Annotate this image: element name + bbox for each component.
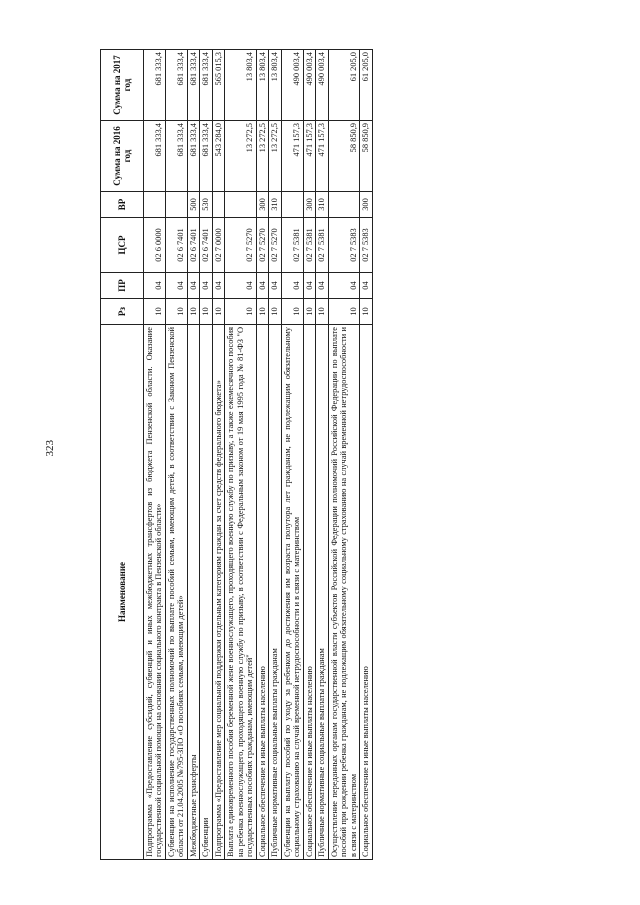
cell-csr: 02 7 5270 — [269, 218, 281, 273]
cell-sum-2016: 13 272,5 — [225, 121, 256, 192]
cell-rz: 10 — [200, 299, 212, 325]
cell-vr — [165, 192, 187, 218]
cell-sum-2017: 13 803,4 — [256, 50, 268, 121]
cell-name: Социальное обеспечение и иные выплаты населению — [360, 325, 372, 860]
rotated-table-frame — [100, 50, 560, 860]
cell-sum-2017: 681 333,4 — [200, 50, 212, 121]
cell-pr: 04 — [303, 273, 315, 299]
cell-sum-2016: 471 157,3 — [303, 121, 315, 192]
cell-sum-2017: 13 803,4 — [225, 50, 256, 121]
cell-vr — [328, 192, 359, 218]
table-row — [269, 50, 281, 860]
cell-vr: 310 — [316, 192, 328, 218]
cell-sum-2017: 681 333,4 — [144, 50, 166, 121]
cell-pr: 04 — [360, 273, 372, 299]
header-sum-2016: Сумма на 2016 год — [101, 121, 144, 192]
table-row — [144, 50, 166, 860]
cell-name: Субвенции — [200, 325, 212, 860]
header-rz: Рз — [101, 299, 144, 325]
cell-name: Субвенции на исполнение государственных полномочий по выплате пособий семьям, имеющим детей, в соответствии с Законом Пензенской области от 21.04.2005 №795-ЗПО «О пособиях семьям, имеющим детей» — [165, 325, 187, 860]
cell-csr: 02 7 5383 — [360, 218, 372, 273]
cell-csr: 02 6 7401 — [165, 218, 187, 273]
table-header-row — [101, 50, 144, 860]
table-row — [360, 50, 372, 860]
cell-rz: 10 — [316, 299, 328, 325]
cell-csr: 02 6 7401 — [200, 218, 212, 273]
cell-name: Осуществление переданных органам государственной власти субъектов Российской Федерации полномочий Российской Федерации по выплате пособий при рождении ребенка гражданам, не подлежащим обязательному социальному страхованию на случай временной нетрудоспособности и в связи с материнством — [328, 325, 359, 860]
cell-vr — [225, 192, 256, 218]
cell-sum-2016: 471 157,3 — [316, 121, 328, 192]
cell-csr: 02 7 5270 — [256, 218, 268, 273]
cell-sum-2016: 13 272,5 — [269, 121, 281, 192]
cell-name: Подпрограмма «Предоставление мер социальной поддержки отдельным категориям граждан за счет средств федерального бюджета» — [212, 325, 224, 860]
cell-vr — [212, 192, 224, 218]
cell-rz: 10 — [212, 299, 224, 325]
cell-pr: 04 — [187, 273, 199, 299]
cell-csr: 02 7 5381 — [303, 218, 315, 273]
cell-vr: 300 — [360, 192, 372, 218]
cell-vr: 300 — [256, 192, 268, 218]
cell-sum-2016: 13 272,5 — [256, 121, 268, 192]
cell-sum-2016: 471 157,3 — [281, 121, 303, 192]
cell-pr: 04 — [225, 273, 256, 299]
cell-sum-2017: 490 003,4 — [303, 50, 315, 121]
cell-pr: 04 — [328, 273, 359, 299]
cell-pr: 04 — [269, 273, 281, 299]
cell-sum-2017: 681 333,4 — [187, 50, 199, 121]
page-number: 323 — [44, 440, 56, 457]
table-row — [165, 50, 187, 860]
cell-rz: 10 — [269, 299, 281, 325]
cell-sum-2016: 58 850,9 — [360, 121, 372, 192]
cell-name: Публичные нормативные социальные выплаты гражданам — [269, 325, 281, 860]
cell-sum-2016: 681 333,4 — [187, 121, 199, 192]
cell-sum-2016: 543 284,0 — [212, 121, 224, 192]
cell-vr — [281, 192, 303, 218]
cell-rz: 10 — [144, 299, 166, 325]
cell-sum-2017: 61 205,0 — [328, 50, 359, 121]
cell-rz: 10 — [303, 299, 315, 325]
cell-rz: 10 — [256, 299, 268, 325]
cell-name: Социальное обеспечение и иные выплаты населению — [303, 325, 315, 860]
cell-pr: 04 — [212, 273, 224, 299]
cell-vr: 500 — [187, 192, 199, 218]
budget-table — [100, 49, 373, 860]
cell-vr: 300 — [303, 192, 315, 218]
cell-name: Выплата единовременного пособия беременной жене военнослужащего, проходящего военную службу по призыву, а также ежемесячного пособия на ребенка военнослужащего, проходящего военную службу по призыву, в соответствии с Федеральным законом от 19 мая 1995 года № 81-ФЗ "О государственных пособиях гражданам, имеющим детей" — [225, 325, 256, 860]
rotated-table-content — [100, 50, 560, 860]
table-row — [281, 50, 303, 860]
cell-rz: 10 — [328, 299, 359, 325]
cell-rz: 10 — [165, 299, 187, 325]
cell-csr: 02 6 7401 — [187, 218, 199, 273]
cell-pr: 04 — [200, 273, 212, 299]
cell-sum-2017: 681 333,4 — [165, 50, 187, 121]
cell-sum-2017: 490 003,4 — [281, 50, 303, 121]
cell-csr: 02 6 0000 — [144, 218, 166, 273]
cell-sum-2017: 61 205,0 — [360, 50, 372, 121]
table-row — [316, 50, 328, 860]
cell-pr: 04 — [256, 273, 268, 299]
cell-pr: 04 — [144, 273, 166, 299]
cell-csr: 02 7 5270 — [225, 218, 256, 273]
header-csr: ЦСР — [101, 218, 144, 273]
table-row — [200, 50, 212, 860]
cell-rz: 10 — [187, 299, 199, 325]
cell-rz: 10 — [360, 299, 372, 325]
header-sum-2017: Сумма на 2017 год — [101, 50, 144, 121]
cell-csr: 02 7 5383 — [328, 218, 359, 273]
table-row — [187, 50, 199, 860]
cell-rz: 10 — [225, 299, 256, 325]
cell-pr: 04 — [165, 273, 187, 299]
cell-sum-2017: 490 003,4 — [316, 50, 328, 121]
table-row — [328, 50, 359, 860]
header-pr: ПР — [101, 273, 144, 299]
cell-pr: 04 — [281, 273, 303, 299]
cell-sum-2017: 565 015,3 — [212, 50, 224, 121]
header-vr: ВР — [101, 192, 144, 218]
cell-vr: 310 — [269, 192, 281, 218]
cell-sum-2016: 681 333,4 — [144, 121, 166, 192]
table-row — [225, 50, 256, 860]
table-row — [303, 50, 315, 860]
cell-rz: 10 — [281, 299, 303, 325]
cell-name: Социальное обеспечение и иные выплаты населению — [256, 325, 268, 860]
table-body — [144, 50, 373, 860]
cell-name: Субвенции на выплату пособий по уходу за ребенком до достижения им возраста полутора лет гражданам, не подлежащим обязательному социальному страхованию на случай временной нетрудоспособности и в связи с материнством — [281, 325, 303, 860]
cell-sum-2016: 58 850,9 — [328, 121, 359, 192]
cell-vr: 530 — [200, 192, 212, 218]
cell-name: Публичные нормативные социальные выплаты гражданам — [316, 325, 328, 860]
cell-sum-2016: 681 333,4 — [165, 121, 187, 192]
cell-csr: 02 7 5381 — [316, 218, 328, 273]
cell-name: Подпрограмма «Предоставление субсидий, субвенций и иных межбюджетных трансфертов из бюджета Пензенской области. Оказание государственной социальной помощи на основании социального контракта в Пензенской области» — [144, 325, 166, 860]
cell-pr: 04 — [316, 273, 328, 299]
cell-csr: 02 7 5381 — [281, 218, 303, 273]
table-row — [212, 50, 224, 860]
cell-csr: 02 7 0000 — [212, 218, 224, 273]
cell-sum-2016: 681 333,4 — [200, 121, 212, 192]
header-name: Наименование — [101, 325, 144, 860]
cell-sum-2017: 13 803,4 — [269, 50, 281, 121]
table-row — [256, 50, 268, 860]
cell-name: Межбюджетные трансферты — [187, 325, 199, 860]
cell-vr — [144, 192, 166, 218]
